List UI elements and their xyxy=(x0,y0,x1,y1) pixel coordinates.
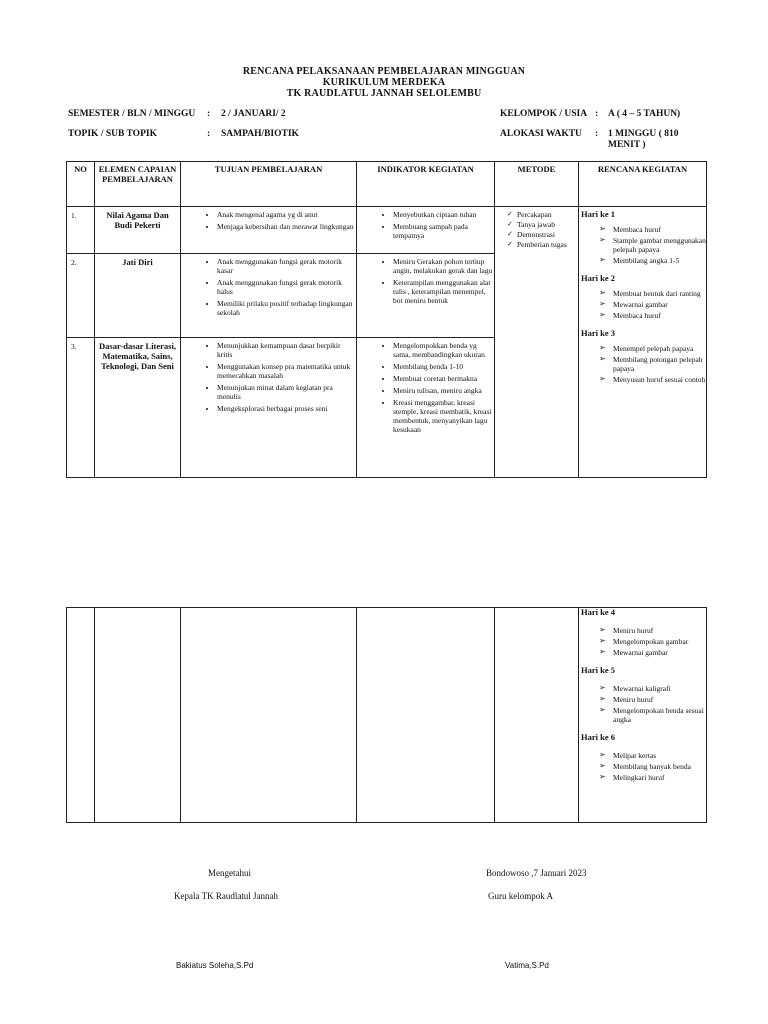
semester-colon: : xyxy=(207,109,211,119)
row-tujuan xyxy=(181,207,357,254)
list-item: ➢ Menempel pelepah papaya xyxy=(613,344,706,353)
plan-table-continued xyxy=(66,607,707,823)
list-item: • Membuang sampah pada tempatnya xyxy=(393,222,494,240)
list-item: ➢ Melipat kertas xyxy=(613,751,706,760)
school-name: TK RAUDLATUL JANNAH SELOLEMBU xyxy=(286,88,482,99)
row-indikator xyxy=(357,207,495,254)
list-item: • Mengelompokkan benda yg sama, membandingkan ukuran xyxy=(393,341,494,359)
row-indikator xyxy=(357,338,495,478)
kelompok-label: KELOMPOK / USIA xyxy=(500,109,588,119)
day-heading: Hari ke 5 xyxy=(581,665,615,675)
list-item: ✓ Percakapan xyxy=(517,210,578,219)
list-item: • Anak mengenal agama yg di anut xyxy=(217,210,356,219)
empty-cell xyxy=(67,608,95,823)
table-header-row xyxy=(67,162,707,207)
list-item: ➢ Mengelompokan gambar xyxy=(613,637,706,646)
list-item: ➢ Membilang angka 1-5 xyxy=(613,256,706,265)
list-item: ➢ Meniru huruf xyxy=(613,695,706,704)
list-item: ➢ Membaca huruf xyxy=(613,225,706,234)
list-item: • Kreasi menggambar, kreasi stemple, kreasi membatik, kreasi membentuk, menyanyikan lagu kesukaan xyxy=(393,398,494,434)
list-item: ➢ Membuat bentuk dari ranting xyxy=(613,289,706,298)
header-metode: METODE xyxy=(495,162,579,207)
list-item: • Meniru tulisan, meniru angka xyxy=(393,386,494,395)
list-item: ➢ Membilang banyak benda xyxy=(613,762,706,771)
plan-table xyxy=(66,161,707,478)
alokasi-colon: : xyxy=(595,129,599,139)
signature-right-date: Bondowoso ,7 Januari 2023 xyxy=(486,868,587,878)
topik-value: SAMPAH/BIOTIK xyxy=(221,129,299,139)
semester-value: 2 / JANUARI/ 2 xyxy=(221,109,286,119)
topik-colon: : xyxy=(207,129,211,139)
list-item: • Keterampilan menggunakan alat tulis , keterampilan menempel, bot meniru bentuk xyxy=(393,278,494,305)
list-item: • Menggunakan konsep pra matematika untuk memecahkan masalah xyxy=(217,362,356,380)
list-item: • Membuat coretan bermakna xyxy=(393,374,494,383)
signature-right-role: Guru kelompok A xyxy=(488,891,553,901)
day-heading: Hari ke 1 xyxy=(581,209,615,219)
list-item: ➢ Mewarnai gambar xyxy=(613,648,706,657)
signature-left-role: Kepala TK Raudlatul Jannah xyxy=(174,891,279,901)
empty-cell xyxy=(95,608,181,823)
list-item: ✓ Tanya jawab xyxy=(517,220,578,229)
list-item: • Anak menggunakan fungsi gerak motorik halus xyxy=(217,278,356,296)
list-item: • Membilang benda 1-10 xyxy=(393,362,494,371)
list-item: ✓ Pemberian tugas xyxy=(517,240,578,249)
list-item: • Menyebutkan ciptaan tuhan xyxy=(393,210,494,219)
empty-cell xyxy=(495,608,579,823)
list-item: ➢ Mewarnai kaligrafi xyxy=(613,684,706,693)
list-item: ➢ Mewarnai gambar xyxy=(613,300,706,309)
list-item: • Menunjukan minat dalam kegiatan pra menulis xyxy=(217,383,356,401)
row-no: 3. xyxy=(67,338,95,478)
row-indikator xyxy=(357,254,495,338)
row-elemen: Jati Diri xyxy=(95,254,181,338)
row-tujuan xyxy=(181,338,357,478)
list-item: ➢ Membaca huruf xyxy=(613,311,706,320)
rencana-cell xyxy=(579,207,707,478)
semester-label: SEMESTER / BLN / MINGGU xyxy=(68,109,196,119)
kelompok-value: A ( 4 – 5 TAHUN) xyxy=(608,109,681,119)
list-item: ✓ Demonstrasi xyxy=(517,230,578,239)
day-heading: Hari ke 6 xyxy=(581,732,615,742)
header-indikator: INDIKATOR KEGIATAN xyxy=(357,162,495,207)
document-title: RENCANA PELAKSANAAN PEMBELAJARAN MINGGUAN xyxy=(242,66,526,77)
rencana-cell-continued xyxy=(579,608,707,823)
list-item: ➢ Mengelompokan benda sesuai angka xyxy=(613,706,706,724)
table-row xyxy=(67,207,707,254)
row-no: 2. xyxy=(67,254,95,338)
alokasi-label: ALOKASI WAKTU xyxy=(500,129,582,139)
row-elemen: Dasar-dasar Literasi, Matematika, Sains, Teknologi, Dan Seni xyxy=(95,338,181,478)
header-rencana: RENCANA KEGIATAN xyxy=(579,162,707,207)
list-item: • Menjaga kebersihan dan merawat lingkungan xyxy=(217,222,356,231)
list-item: • Menunjukkan kemampuan dasar berpikir kritis xyxy=(217,341,356,359)
list-item: ➢ Menyusun huruf sesuai contoh xyxy=(613,375,706,384)
header-no: NO xyxy=(67,162,95,207)
list-item: ➢ Meniru huruf xyxy=(613,626,706,635)
document-subtitle: KURIKULUM MERDEKA xyxy=(322,77,446,88)
list-item: • Meniru Gerakan pohon tertiup angin, melakukan gerak dan lagu xyxy=(393,257,494,275)
row-tujuan xyxy=(181,254,357,338)
list-item: ➢ Melingkari huruf xyxy=(613,773,706,782)
list-item: ➢ Membilang potongan pelepah papaya xyxy=(613,355,706,373)
header-elemen: ELEMEN CAPAIAN PEMBELAJARAN xyxy=(95,162,181,207)
alokasi-value: 1 MINGGU ( 810 xyxy=(608,129,679,139)
alokasi-value-cont: MENIT ) xyxy=(608,140,646,150)
list-item: ➢ Stample gambar menggunakan pelepah papaya xyxy=(613,236,706,254)
row-elemen: Nilai Agama Dan Budi Pekerti xyxy=(95,207,181,254)
row-no: 1. xyxy=(67,207,95,254)
topik-label: TOPIK / SUB TOPIK xyxy=(68,129,157,139)
table-row xyxy=(67,608,707,823)
list-item: • Memiliki prilaku positif terhadap lingkungan sekolah xyxy=(217,299,356,317)
list-item: • Anak menggunakan fungsi gerak motorik kasar xyxy=(217,257,356,275)
header-tujuan: TUJUAN PEMBELAJARAN xyxy=(181,162,357,207)
metode-cell xyxy=(495,207,579,478)
day-heading: Hari ke 2 xyxy=(581,273,615,283)
day-heading: Hari ke 3 xyxy=(581,328,615,338)
empty-cell xyxy=(357,608,495,823)
signature-left-heading: Mengetahui xyxy=(208,868,251,878)
signature-right-name: Vatima,S.Pd xyxy=(505,961,549,970)
list-item: • Mengeksplorasi berbagai proses seni xyxy=(217,404,356,413)
kelompok-colon: : xyxy=(595,109,599,119)
empty-cell xyxy=(181,608,357,823)
signature-left-name: Bakiatus Soleha,S.Pd xyxy=(176,961,254,970)
day-heading: Hari ke 4 xyxy=(581,607,615,617)
